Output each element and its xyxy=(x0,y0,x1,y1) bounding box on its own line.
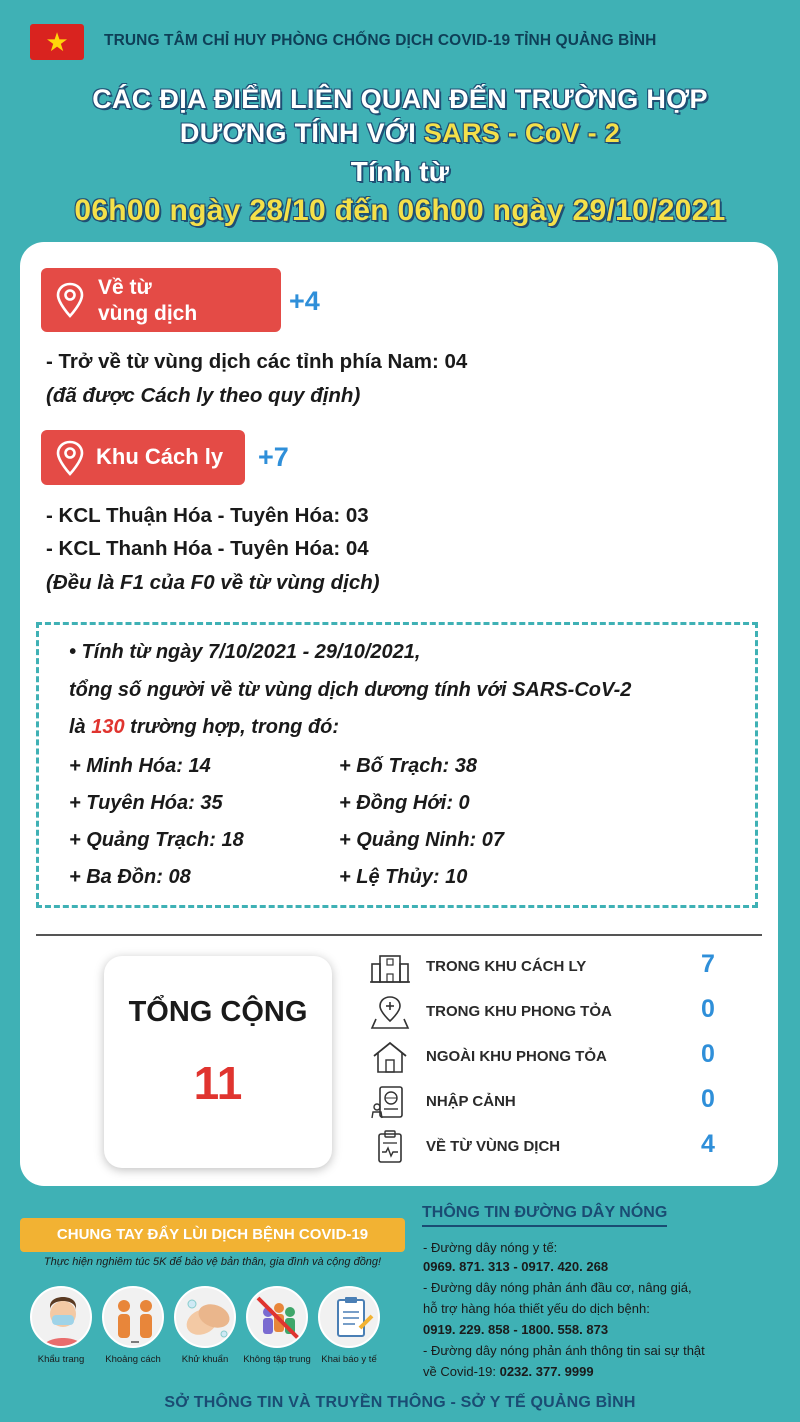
district-item: + Quảng Trạch: 18 xyxy=(69,829,244,851)
tag-quarantine xyxy=(41,430,245,485)
district-item: + Minh Hóa: 14 xyxy=(69,755,211,777)
tag-returnees xyxy=(41,268,281,332)
summary-line-2: tổng số người về từ vùng dịch dương tính với SARS-CoV-2 xyxy=(69,679,632,701)
quarantine-line-2: - KCL Thanh Hóa - Tuyên Hóa: 04 xyxy=(46,537,369,560)
footer: SỞ THÔNG TIN VÀ TRUYỀN THÔNG - SỞ Y TẾ QUẢNG BÌNH xyxy=(164,1394,636,1411)
summary-total: 130 xyxy=(91,716,125,738)
district-item: + Tuyên Hóa: 35 xyxy=(69,792,223,814)
stat-returnees xyxy=(370,1128,750,1168)
stat-outside-lockdown xyxy=(370,1038,750,1078)
district-item: + Đồng Hới: 0 xyxy=(339,792,470,814)
stat-entry xyxy=(370,1083,750,1123)
hotline-number: 0969. 871. 313 - 0917. 420. 268 xyxy=(423,1259,609,1274)
prevention-label: Không tập trung xyxy=(243,1354,311,1365)
summary-line-1: • Tính từ ngày 7/10/2021 - 29/10/2021, xyxy=(69,641,421,663)
org-name: TRUNG TÂM CHỈ HUY PHÒNG CHỐNG DỊCH COVID-19 TỈNH QUẢNG BÌNH xyxy=(104,32,657,49)
header xyxy=(0,18,800,64)
total-box xyxy=(104,956,332,1168)
stat-value: 7 xyxy=(701,950,715,978)
vietnam-flag-icon: ★ xyxy=(30,24,84,60)
divider xyxy=(36,934,762,936)
virus-name: SARS - CoV - 2 xyxy=(423,118,621,148)
location-pin-icon xyxy=(55,440,85,476)
quarantine-note: (Đều là F1 của F0 về từ vùng dịch) xyxy=(46,571,380,594)
title-date-range: 06h00 ngày 28/10 đến 06h00 ngày 29/10/2021 xyxy=(74,194,726,227)
stat-lockdown xyxy=(370,993,750,1033)
district-item: + Ba Đồn: 08 xyxy=(69,866,191,888)
stat-label: VỀ TỪ VÙNG DỊCH xyxy=(426,1138,561,1155)
district-item: + Bố Trạch: 38 xyxy=(339,755,478,777)
stat-value: 0 xyxy=(701,1085,715,1113)
stat-label: NGOÀI KHU PHONG TỎA xyxy=(426,1048,607,1065)
hotline-title: THÔNG TIN ĐƯỜNG DÂY NÓNG xyxy=(422,1204,667,1227)
district-item: + Quảng Ninh: 07 xyxy=(339,829,505,851)
health-declaration-icon xyxy=(318,1286,380,1348)
summary-line-3: là 130 trường hợp, trong đó: xyxy=(69,716,340,738)
returnees-note: (đã được Cách ly theo quy định) xyxy=(46,384,361,407)
hotline-line: về Covid-19: 0232. 377. 9999 xyxy=(423,1364,594,1379)
stat-value: 4 xyxy=(701,1130,715,1158)
prevention-label: Khử khuẩn xyxy=(181,1354,229,1365)
clipboard-icon xyxy=(370,1130,410,1164)
prevention-label: Khai báo y tế xyxy=(321,1354,377,1365)
hotline-line: hỗ trợ hàng hóa thiết yếu do dịch bệnh: xyxy=(423,1301,650,1316)
building-icon xyxy=(370,950,410,984)
summary-box xyxy=(36,622,758,908)
map-pin-icon xyxy=(370,995,410,1029)
title-line-1: CÁC ĐỊA ĐIỂM LIÊN QUAN ĐẾN TRƯỜNG HỢP xyxy=(92,84,708,114)
tag-returnees-line2: vùng dịch xyxy=(98,302,198,325)
stat-quarantine xyxy=(370,948,750,988)
prevention-label: Khoảng cách xyxy=(105,1354,161,1365)
passport-icon xyxy=(370,1085,410,1119)
hotline-line: - Đường dây nóng phản ánh thông tin sai sự thật xyxy=(423,1343,705,1358)
stat-value: 0 xyxy=(701,995,715,1023)
main-card xyxy=(20,242,778,1186)
stat-label: NHẬP CẢNH xyxy=(426,1093,516,1110)
campaign-subtitle: Thực hiện nghiêm túc 5K để bảo vệ bản thân, gia đình và cộng đồng! xyxy=(43,1256,382,1268)
mask-icon xyxy=(30,1286,92,1348)
total-value: 11 xyxy=(193,1057,243,1109)
hotline-line: - Đường dây nóng y tế: xyxy=(423,1240,558,1255)
tag-returnees-line1: Về từ xyxy=(98,276,152,299)
district-item: + Lệ Thủy: 10 xyxy=(339,866,468,888)
total-label: TỔNG CỘNG xyxy=(128,996,308,1028)
hand-wash-icon xyxy=(174,1286,236,1348)
tag-quarantine-label: Khu Cách ly xyxy=(96,444,224,469)
hotline-number: 0232. 377. 9999 xyxy=(499,1364,594,1379)
distance-icon xyxy=(102,1286,164,1348)
quarantine-delta: +7 xyxy=(258,442,289,472)
stat-label: TRONG KHU CÁCH LY xyxy=(426,958,587,975)
title-line-2: DƯƠNG TÍNH VỚI SARS - CoV - 2 xyxy=(179,118,621,148)
stat-label: TRONG KHU PHONG TỎA xyxy=(426,1003,612,1020)
stat-value: 0 xyxy=(701,1040,715,1068)
house-icon xyxy=(370,1040,410,1074)
hotline-number: 0919. 229. 858 - 1800. 558. 873 xyxy=(423,1322,609,1337)
campaign-banner: CHUNG TAY ĐẨY LÙI DỊCH BỆNH COVID-19 xyxy=(20,1218,405,1252)
quarantine-line-1: - KCL Thuận Hóa - Tuyên Hóa: 03 xyxy=(46,504,369,527)
returnees-delta: +4 xyxy=(289,286,320,316)
prevention-label: Khẩu trang xyxy=(37,1354,85,1365)
no-gathering-icon xyxy=(246,1286,308,1348)
title-line-3: Tính từ xyxy=(350,156,450,187)
location-pin-icon xyxy=(55,282,85,318)
returnees-line: - Trở về từ vùng dịch các tỉnh phía Nam: 04 xyxy=(46,350,468,373)
hotline-line: - Đường dây nóng phản ánh đầu cơ, nâng giá, xyxy=(423,1280,692,1295)
